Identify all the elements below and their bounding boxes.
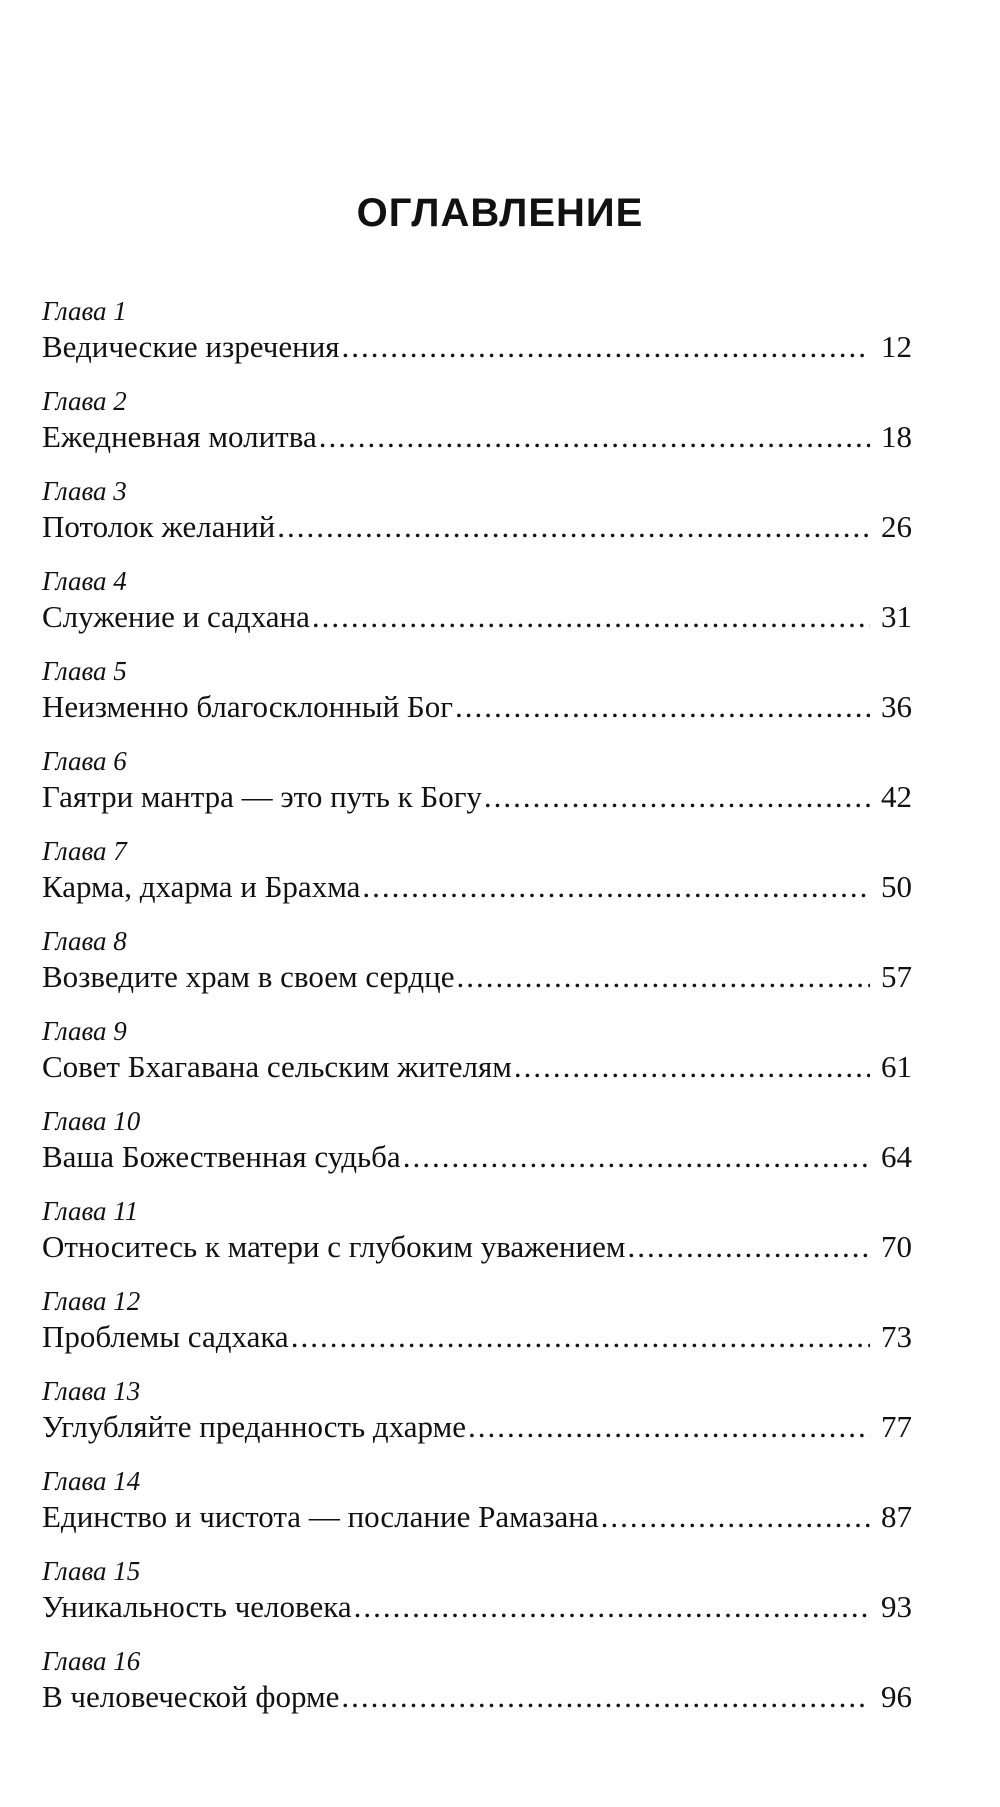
- toc-entry: [42, 385, 912, 475]
- chapter-label: Глава 8: [42, 926, 127, 956]
- dot-leader: [362, 867, 870, 907]
- dot-leader: [514, 1047, 870, 1087]
- toc-entry: [42, 745, 912, 835]
- chapter-title: Служение и садхана: [42, 599, 310, 634]
- page-number: 31: [881, 599, 912, 634]
- chapter-label: Глава 1: [42, 296, 127, 326]
- dot-leader: [341, 1677, 870, 1717]
- chapter-line: [42, 1227, 912, 1267]
- chapter-line: [42, 1587, 912, 1627]
- page-number: 61: [881, 1049, 912, 1084]
- toc-entry: [42, 1195, 912, 1285]
- chapter-title: Совет Бхагавана сельским жителям: [42, 1049, 512, 1084]
- chapter-label: Глава 16: [42, 1646, 141, 1676]
- chapter-title: Уникальность человека: [42, 1589, 352, 1624]
- page-number: 87: [881, 1499, 912, 1534]
- page-number: 26: [881, 509, 912, 544]
- page-number: 73: [881, 1319, 912, 1354]
- chapter-title: Возведите храм в своем сердце: [42, 959, 455, 994]
- page-number: 12: [881, 329, 912, 364]
- chapter-title: Ваша Божественная судьба: [42, 1139, 401, 1174]
- dot-leader: [319, 417, 870, 457]
- chapter-line: [42, 327, 912, 367]
- chapter-line: [42, 1317, 912, 1357]
- chapter-line: [42, 417, 912, 457]
- chapter-line: [42, 1407, 912, 1447]
- chapter-line: [42, 1677, 912, 1717]
- chapter-title: Углубляйте преданность дхарме: [42, 1409, 466, 1444]
- chapter-line: [42, 597, 912, 637]
- chapter-title: Относитесь к матери с глубоким уважением: [42, 1229, 626, 1264]
- page-number: 77: [881, 1409, 912, 1444]
- page-number: 36: [881, 689, 912, 724]
- chapter-title: Карма, дхарма и Брахма: [42, 869, 361, 904]
- chapter-line: [42, 1137, 912, 1177]
- dot-leader: [468, 1407, 870, 1447]
- chapter-label: Глава 6: [42, 746, 127, 776]
- chapter-line: [42, 1497, 912, 1537]
- chapter-label: Глава 9: [42, 1016, 127, 1046]
- page-number: 93: [881, 1589, 912, 1624]
- toc-entry: [42, 1015, 912, 1105]
- dot-leader: [312, 597, 870, 637]
- page-number: 70: [881, 1229, 912, 1264]
- dot-leader: [403, 1137, 870, 1177]
- chapter-title: В человеческой форме: [42, 1679, 340, 1714]
- chapter-line: [42, 1047, 912, 1087]
- dot-leader: [628, 1227, 870, 1267]
- chapter-label: Глава 12: [42, 1286, 141, 1316]
- chapter-label: Глава 10: [42, 1106, 141, 1136]
- chapter-label: Глава 4: [42, 566, 127, 596]
- page-number: 57: [881, 959, 912, 994]
- chapter-title: Потолок желаний: [42, 509, 276, 544]
- page-number: 18: [881, 419, 912, 454]
- toc-entry: [42, 1105, 912, 1195]
- chapter-label: Глава 14: [42, 1466, 141, 1496]
- toc-entry: [42, 835, 912, 925]
- page-number: 96: [881, 1679, 912, 1714]
- toc-entry: [42, 1375, 912, 1465]
- chapter-line: [42, 867, 912, 907]
- toc-entry: [42, 475, 912, 565]
- toc-entry: [42, 565, 912, 655]
- dot-leader: [455, 687, 870, 727]
- dot-leader: [456, 957, 870, 997]
- page-number: 50: [881, 869, 912, 904]
- toc-entry: [42, 1555, 912, 1645]
- chapter-title: Единство и чистота — послание Рамазана: [42, 1499, 599, 1534]
- chapter-title: Неизменно благосклонный Бог: [42, 689, 453, 724]
- chapter-title: Проблемы садхака: [42, 1319, 289, 1354]
- toc-entry: [42, 1465, 912, 1555]
- page-number: 42: [881, 779, 912, 814]
- chapter-label: Глава 3: [42, 476, 127, 506]
- chapter-line: [42, 777, 912, 817]
- chapter-label: Глава 2: [42, 386, 127, 416]
- chapter-label: Глава 5: [42, 656, 127, 686]
- chapter-title: Гаятри мантра — это путь к Богу: [42, 779, 482, 814]
- chapter-title: Ежедневная молитва: [42, 419, 317, 454]
- toc-entry: [42, 925, 912, 1015]
- toc-entry: [42, 1285, 912, 1375]
- chapter-label: Глава 11: [42, 1196, 139, 1226]
- page-number: 64: [881, 1139, 912, 1174]
- toc-entry: [42, 295, 912, 385]
- chapter-line: [42, 957, 912, 997]
- toc-title: ОГЛАВЛЕНИЕ: [356, 191, 644, 235]
- chapter-label: Глава 7: [42, 836, 127, 866]
- toc-list: [42, 295, 912, 1735]
- dot-leader: [484, 777, 870, 817]
- chapter-label: Глава 15: [42, 1556, 141, 1586]
- chapter-label: Глава 13: [42, 1376, 141, 1406]
- toc-entry: [42, 655, 912, 745]
- dot-leader: [291, 1317, 870, 1357]
- chapter-title: Ведические изречения: [42, 329, 340, 364]
- dot-leader: [342, 327, 870, 367]
- toc-entry: [42, 1645, 912, 1735]
- dot-leader: [601, 1497, 870, 1537]
- dot-leader: [354, 1587, 870, 1627]
- chapter-line: [42, 687, 912, 727]
- chapter-line: [42, 507, 912, 547]
- dot-leader: [277, 507, 870, 547]
